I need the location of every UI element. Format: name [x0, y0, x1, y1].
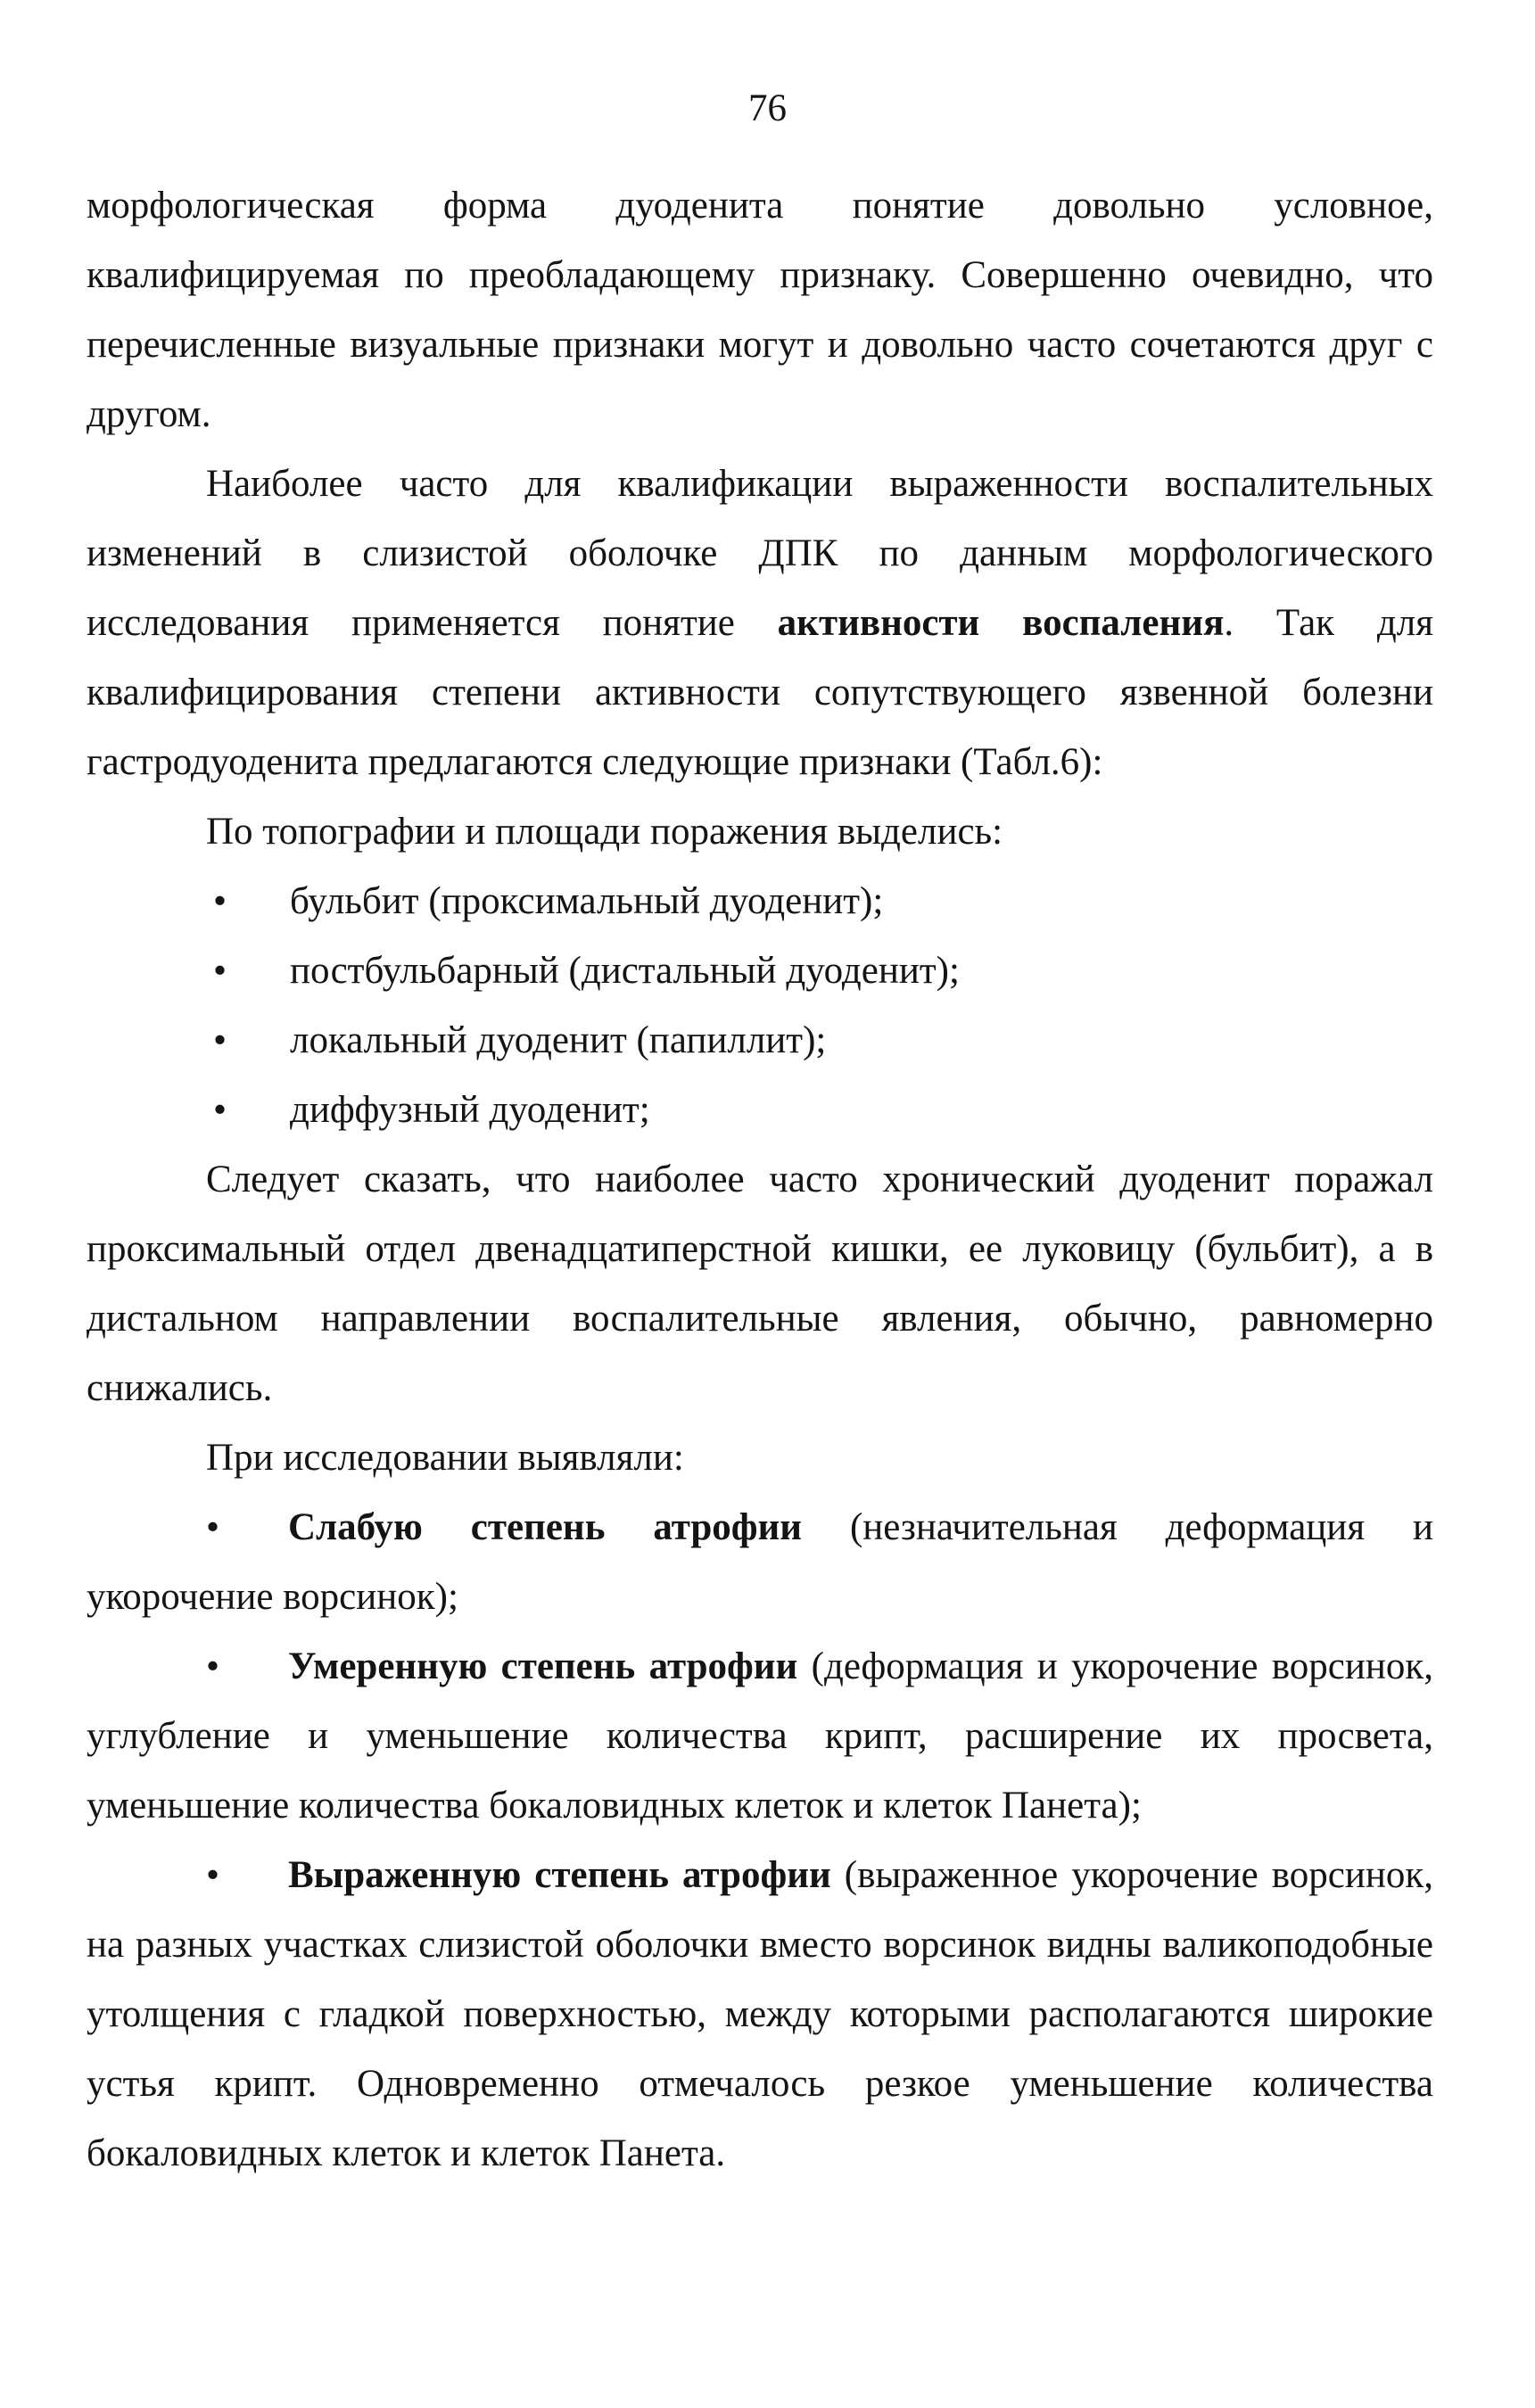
list-item — [87, 867, 1433, 936]
paragraph-findings-intro: При исследовании выявляли: — [206, 1437, 684, 1479]
list-item — [87, 936, 1433, 1006]
bullet-icon: • — [213, 880, 227, 922]
atrophy-item-moderate — [87, 1632, 1433, 1841]
bold-term: Выраженную степень атрофии — [288, 1854, 831, 1896]
list-item — [87, 1076, 1433, 1145]
page-number: 76 — [748, 87, 787, 129]
bullet-icon: • — [213, 950, 227, 992]
bold-term: Умеренную степень атрофии — [288, 1645, 798, 1687]
list-item-text: диффузный дуоденит; — [290, 1089, 650, 1131]
text-fragment: Наиболее часто для квалификации выраженности воспалительных изменений в слизистой оболочке ДПК по данным морфологического исследования применяется понятие — [87, 463, 1433, 644]
list-item-text: (выраженное укорочение ворсинок, на разных участках слизистой оболочки вместо ворсинок видны валикоподобные утолщения с гладкой поверхностью, между которыми располагаются широкие устья крипт. Одновременно отмечалось резкое уменьшение количества бокаловидных клеток и клеток Панета. — [87, 1854, 1433, 2174]
atrophy-item-severe — [87, 1841, 1433, 2189]
list-item-text: постбульбарный (дистальный дуоденит); — [290, 950, 960, 992]
bullet-icon: • — [206, 1645, 220, 1687]
bullet-icon: • — [206, 1506, 220, 1548]
paragraph-inflammation-activity — [87, 449, 1433, 797]
list-item-text: (деформация и укорочение ворсинок, углубление и уменьшение количества крипт, расширение их просвета, уменьшение количества бокаловидных клеток и клеток Панета); — [87, 1645, 1434, 1827]
document-body — [87, 171, 1433, 2189]
bullet-icon: • — [213, 1089, 227, 1131]
bold-term: Слабую степень атрофии — [288, 1506, 803, 1548]
list-item — [87, 1006, 1433, 1076]
topography-list — [87, 867, 1433, 1145]
bold-term-inflammation-activity: активности воспаления — [777, 602, 1225, 644]
list-item-text: (незначительная деформация и укорочение ворсинок); — [87, 1506, 1433, 1618]
text-fragment: . Так для квалифицирования степени активности сопутствующего язвенной болезни гастродуоденита предлагаются следующие признаки (Табл.6): — [87, 602, 1433, 783]
list-item-text: бульбит (проксимальный дуоденит); — [290, 880, 884, 922]
paragraph-topography-intro: По топографии и площади поражения выделись: — [206, 811, 1003, 853]
bullet-icon: • — [213, 1019, 227, 1061]
paragraph-proximal-duodenitis: Следует сказать, что наиболее часто хронический дуоденит поражал проксимальный отдел двенадцатиперстной кишки, ее луковицу (бульбит), а в дистальном направлении воспалительные явления, обычно, равномерно снижались. — [87, 1159, 1433, 1409]
bullet-icon: • — [206, 1854, 220, 1896]
atrophy-item-mild — [87, 1493, 1433, 1632]
list-item-text: локальный дуоденит (папиллит); — [290, 1019, 827, 1061]
paragraph-morphological-form: морфологическая форма дуоденита понятие довольно условное, квалифицируемая по преобладающему признаку. Совершенно очевидно, что перечисленные визуальные признаки могут и довольно часто сочетаются друг с другом. — [87, 185, 1433, 435]
